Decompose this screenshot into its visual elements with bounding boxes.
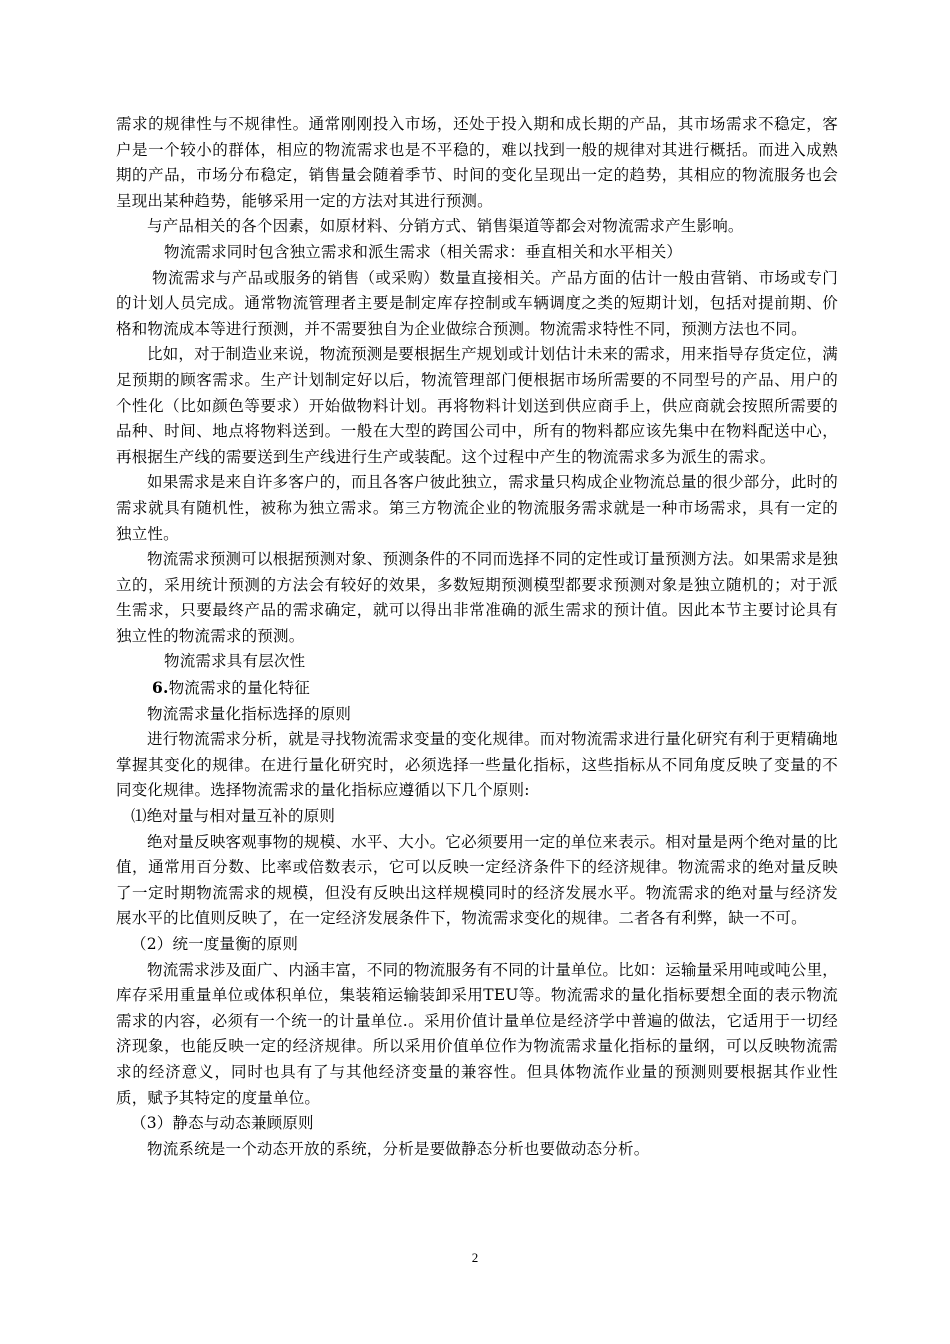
subheading-principles: 物流需求量化指标选择的原则 — [147, 704, 352, 723]
section-number: 6. — [152, 678, 169, 698]
paragraph-independent-derived: 物流需求同时包含独立需求和派生需求（相关需求：垂直相关和水平相关） — [164, 242, 683, 261]
document-body — [116, 112, 838, 1162]
paragraph-manufacturing-example: 比如，对于制造业来说，物流预测是要根据生产规划或计划估计未来的需求，用来指导存货定位，满足预期的顾客需求。生产计划制定好以后，物流管理部门便根据市场所需要的不同型号的产品、用户的个性化（比如颜色等要求）开始做物料计划。再将物料计划送到供应商手上，供应商就会按照所需要的品种、时间、地点将物料送到。一般在大型的跨国公司中，所有的物料都应该先集中在物料配送中心，再根据生产线的需要送到生产线进行生产或装配。这个过程中产生的物流需求多为派生的需求。 — [116, 345, 838, 466]
paragraph-unified-measure: 物流需求涉及面广、内涵丰富，不同的物流服务有不同的计量单位。比如：运输量采用吨或吨公里，库存采用重量单位或体积单位，集装箱运输装卸采用TEU等。物流需求的量化指标要想全面的表示物流需求的内容，必须有一个统一的计量单位.。采用价值计量单位是经济学中普遍的做法，它适用于一切经济现象，也能反映一定的经济规律。所以采用价值单位作为物流需求量化指标的量纲，可以反映物流需求的经济意义，同时也具有了与其他经济变量的兼容性。但具体物流作业量的预测则要根据其作业性质，赋予其特定的度量单位。 — [116, 960, 838, 1107]
principle-3-heading: （3）静态与动态兼顾原则 — [131, 1114, 314, 1133]
paragraph-demand-regularity: 需求的规律性与不规律性。通常刚刚投入市场，还处于投入期和成长期的产品，其市场需求不稳定，客户是一个较小的群体，相应的物流需求也是不平稳的，难以找到一般的规律对其进行概括。而进入成熟期的产品，市场分布稳定，销售量会随着季节、时间的变化呈现出一定的趋势，其相应的物流服务也会呈现出某种趋势，能够采用一定的方法对其进行预测。 — [116, 115, 838, 210]
section-heading — [116, 675, 838, 702]
paragraph-independent-demand: 如果需求是来自许多客户的，而且各客户彼此独立，需求量只构成企业物流总量的很少部分，此时的需求就具有随机性，被称为独立需求。第三方物流企业的物流服务需求就是一种市场需求，具有一定的独立性。 — [116, 473, 838, 543]
section-title: 物流需求的量化特征 — [168, 679, 310, 698]
paragraph-absolute-relative: 绝对量反映客观事物的规模、水平、大小。它必须要用一定的单位来表示。相对量是两个绝对量的比值，通常用百分数、比率或倍数表示，它可以反映一定经济条件下的经济规律。物流需求的绝对量反映了一定时期物流需求的规模，但没有反映出这样规模同时的经济发展水平。物流需求的绝对量与经济发展水平的比值则反映了，在一定经济发展条件下，物流需求变化的规律。二者各有利弊，缺一不可。 — [116, 832, 838, 928]
paragraph-forecast-methods: 物流需求预测可以根据预测对象、预测条件的不同而选择不同的定性或订量预测方法。如果需求是独立的，采用统计预测的方法会有较好的效果，多数短期预测模型都要求预测对象是独立随机的；对于派生需求，只要最终产品的需求确定，就可以得出非常准确的派生需求的预计值。因此本节主要讨论具有独立性的物流需求的预测。 — [116, 550, 838, 645]
paragraph-product-factors: 与产品相关的各个因素，如原材料、分销方式、销售渠道等都会对物流需求产生影响。 — [147, 217, 744, 236]
page-number: 2 — [471, 1250, 479, 1265]
principle-2-heading: （2）统一度量衡的原则 — [131, 935, 299, 953]
principle-1-heading: ⑴绝对量与相对量互补的原则 — [131, 807, 336, 826]
paragraph-hierarchy: 物流需求具有层次性 — [164, 652, 306, 671]
paragraph-sales-relation: 物流需求与产品或服务的销售（或采购）数量直接相关。产品方面的估计一般由营销、市场或专门的计划人员完成。通常物流管理者主要是制定库存控制或车辆调度之类的短期计划，包括对提前期、价格和物流成本等进行预测，并不需要独自为企业做综合预测。物流需求特性不同，预测方法也不同。 — [116, 268, 838, 338]
paragraph-quantification: 进行物流需求分析，就是寻找物流需求变量的变化规律。而对物流需求进行量化研究有利于更精确地掌握其变化的规律。在进行量化研究时，必须选择一些量化指标，这些指标从不同角度反映了变量的不同变化规律。选择物流需求的量化指标应遵循以下几个原则: — [116, 730, 838, 800]
paragraph-dynamic-system: 物流系统是一个动态开放的系统，分析是要做静态分析也要做动态分析。 — [147, 1139, 650, 1158]
